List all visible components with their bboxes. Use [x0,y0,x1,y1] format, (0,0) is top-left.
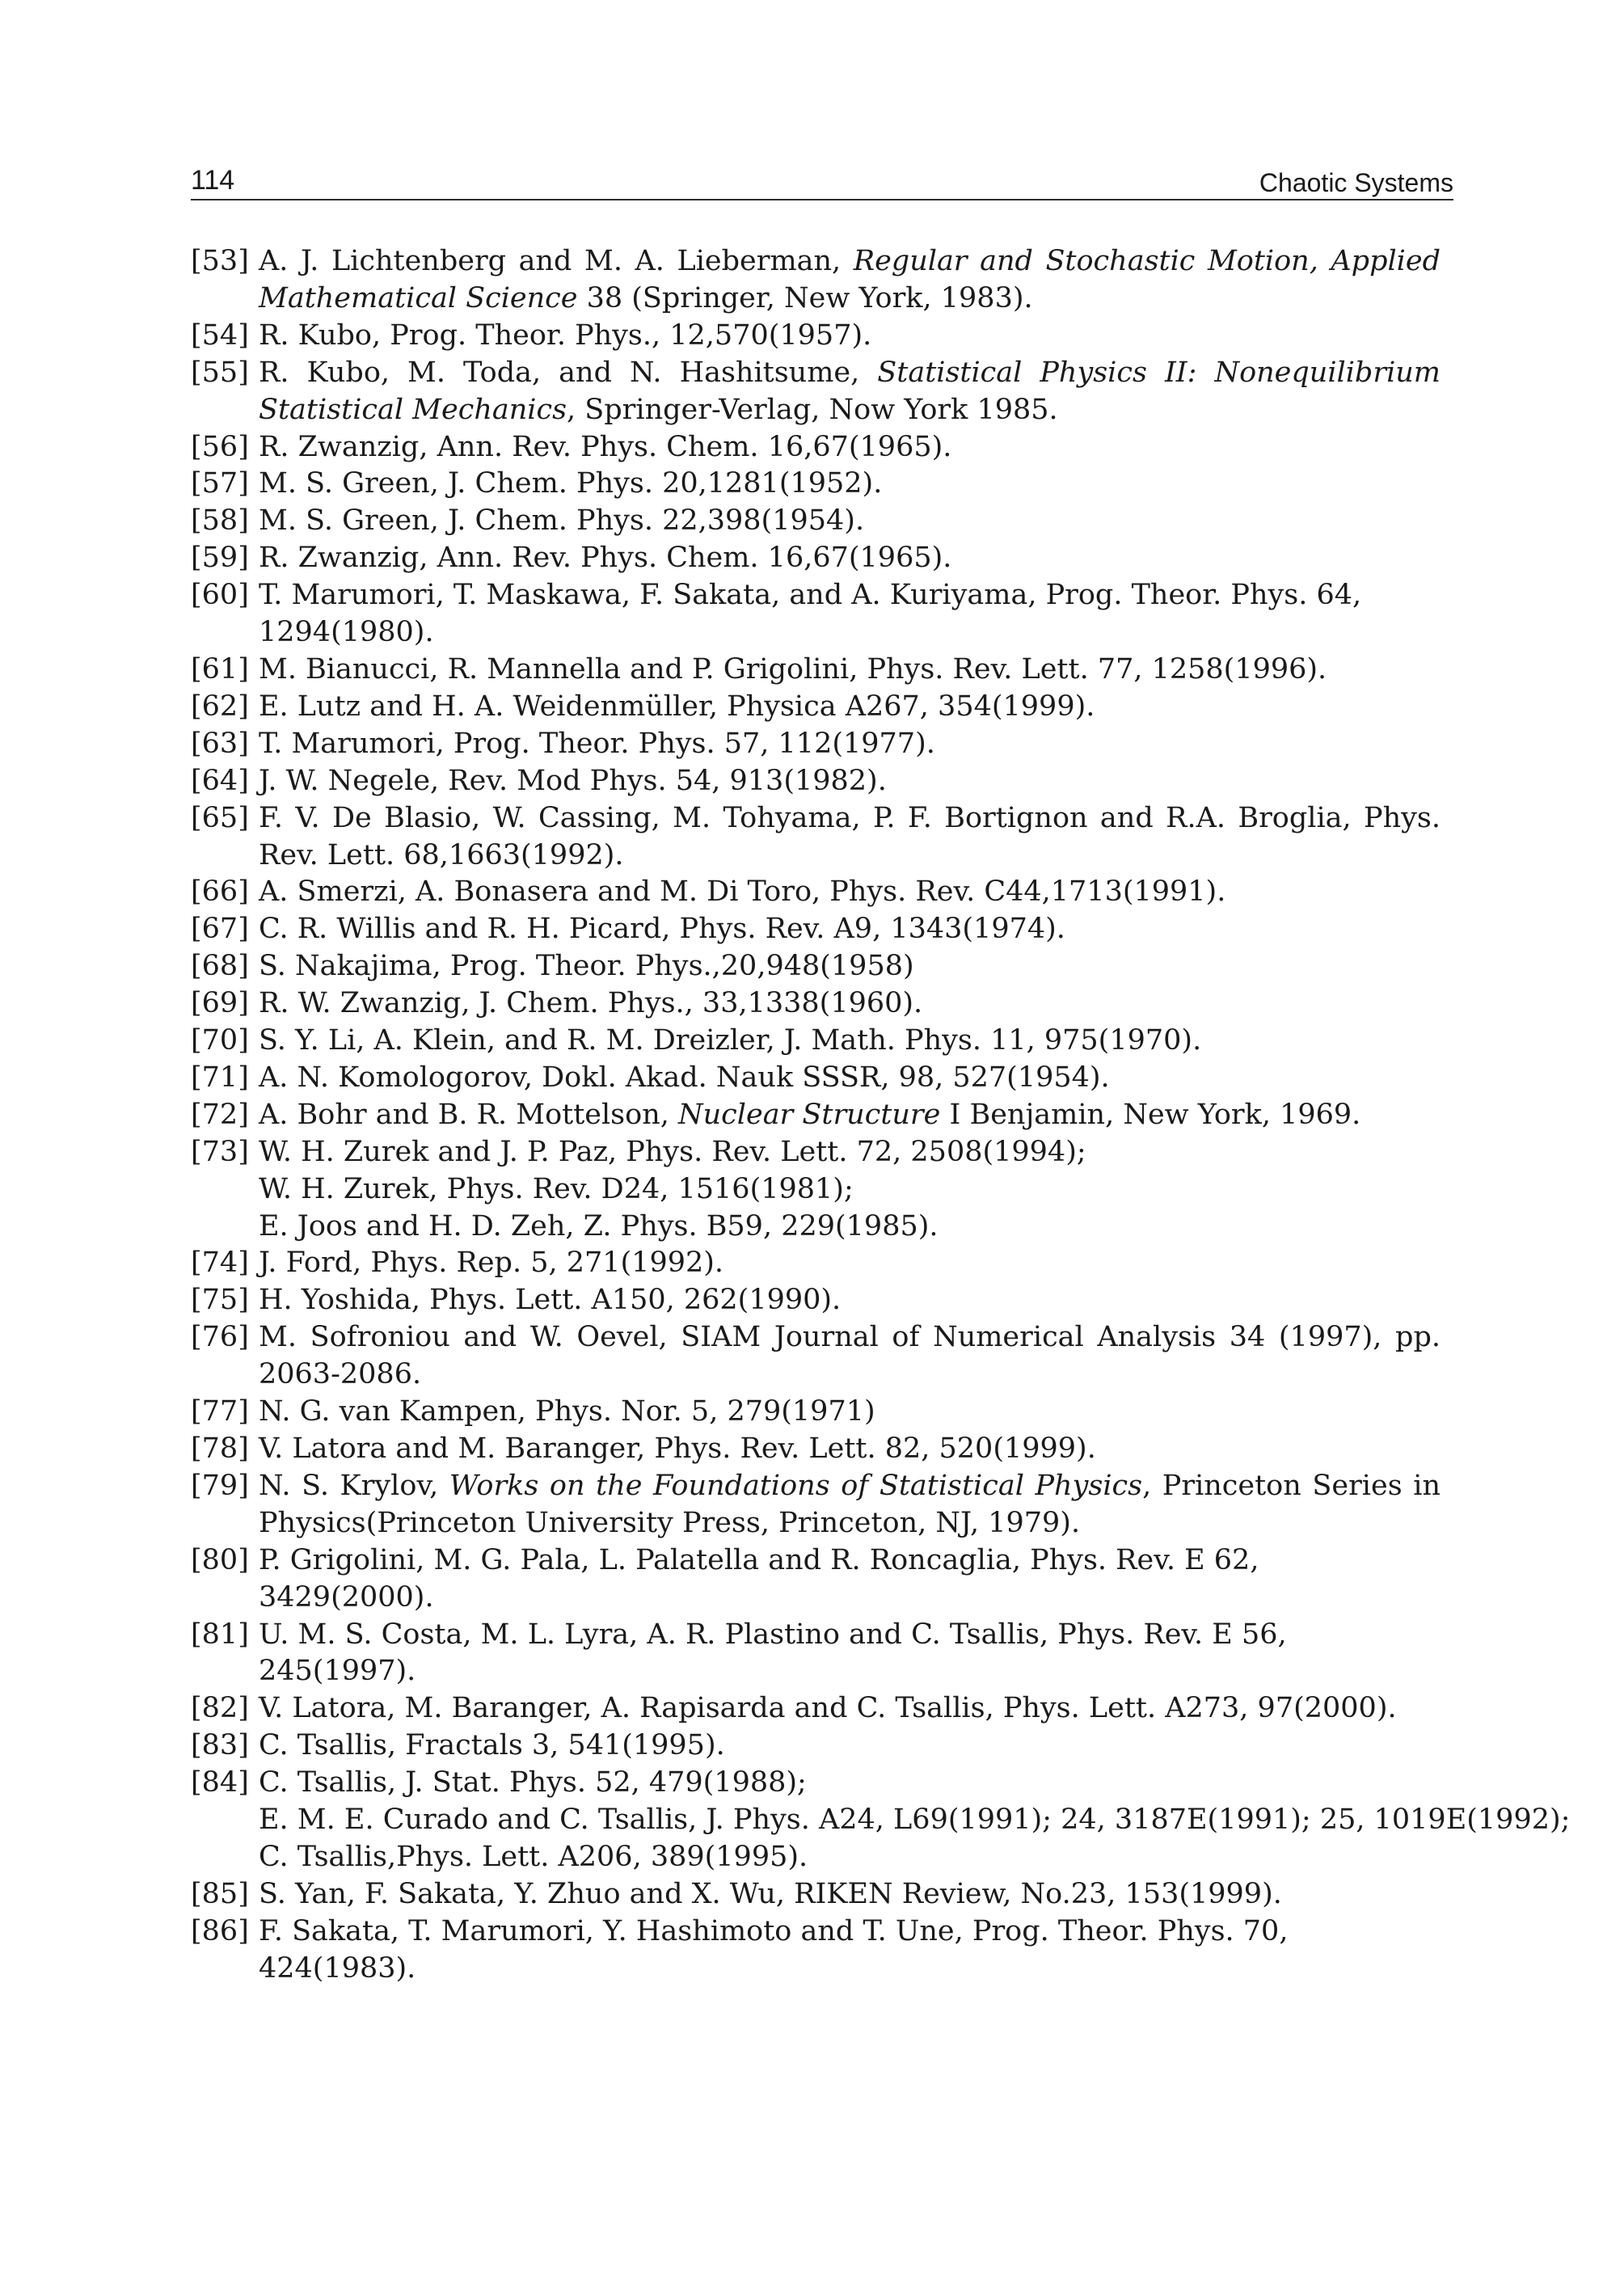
reference-text: S. Nakajima, Prog. Theor. Phys.,20,948(1958) [259,950,914,983]
reference-item [191,577,1441,652]
reference-item [191,911,1441,948]
reference-item [191,466,1441,503]
reference-text: V. Latora, M. Baranger, A. Rapisarda and C. Tsallis, Phys. Lett. A273, 97(2000). [259,1692,1397,1725]
reference-number: [86] [191,1914,249,1947]
reference-number: [85] [191,1877,249,1910]
reference-title-italic: Works on the Foundations of Statistical Physics [449,1469,1143,1502]
reference-text: M. Sofroniou and W. Oevel, SIAM Journal of Numerical Analysis 34 (1997), pp. 2063-2086. [259,1321,1441,1391]
reference-line: W. H. Zurek and J. P. Paz, Phys. Rev. Lett. 72, 2508(1994); [259,1135,1086,1168]
reference-number: [70] [191,1024,249,1057]
reference-item [191,1690,1441,1728]
reference-segment: A. Bohr and B. R. Mottelson, [259,1098,679,1131]
reference-title-italic: Regular and Stochastic Motion, Applied Mathematical Science [259,245,1441,314]
reference-item [191,1468,1441,1542]
reference-number: [69] [191,987,249,1020]
reference-item [191,726,1441,763]
reference-item [191,540,1441,577]
reference-text: R. Kubo, Prog. Theor. Phys., 12,570(1957). [259,319,872,352]
reference-text [259,1097,1441,1134]
reference-text: E. Lutz and H. A. Weidenmüller, Physica A267, 354(1999). [259,690,1095,723]
reference-number: [75] [191,1284,249,1317]
reference-item [191,503,1441,540]
reference-item [191,1394,1441,1431]
reference-text: F. Sakata, T. Marumori, Y. Hashimoto and T. Une, Prog. Theor. Phys. 70, 424(1983). [259,1914,1289,1985]
reference-number: [55] [191,356,249,389]
reference-number: [82] [191,1692,249,1725]
reference-item [191,1282,1441,1319]
reference-text: R. W. Zwanzig, J. Chem. Phys., 33,1338(1960). [259,987,923,1020]
reference-item [191,948,1441,985]
reference-number: [58] [191,504,249,538]
reference-text [259,355,1441,429]
reference-number: [66] [191,875,249,909]
reference-item [191,1245,1441,1282]
reference-item [191,800,1441,875]
reference-text: M. S. Green, J. Chem. Phys. 22,398(1954). [259,504,865,538]
reference-item [191,874,1441,911]
reference-segment: I Benjamin, New York, 1969. [940,1098,1361,1131]
reference-text [259,1765,1571,1876]
reference-number: [77] [191,1395,249,1428]
reference-item [191,1060,1441,1097]
reference-item [191,355,1441,429]
reference-number: [53] [191,245,249,277]
reference-line: C. Tsallis, J. Stat. Phys. 52, 479(1988); [259,1766,807,1799]
reference-number: [79] [191,1469,249,1502]
reference-text: A. Smerzi, A. Bonasera and M. Di Toro, Phys. Rev. C44,1713(1991). [259,875,1226,909]
reference-item [191,1134,1441,1246]
reference-number: [73] [191,1135,249,1168]
reference-text: R. Zwanzig, Ann. Rev. Phys. Chem. 16,67(1965). [259,542,952,575]
reference-text: A. N. Komologorov, Dokl. Akad. Nauk SSSR, 98, 527(1954). [259,1061,1110,1094]
reference-item [191,689,1441,726]
reference-number: [68] [191,950,249,983]
reference-item [191,1876,1441,1913]
reference-number: [72] [191,1098,249,1131]
reference-segment: 38 (Springer, New York, 1983). [577,281,1033,314]
reference-text [259,1134,1441,1246]
reference-text: H. Yoshida, Phys. Lett. A150, 262(1990). [259,1284,842,1317]
reference-item [191,429,1441,466]
reference-text: T. Marumori, T. Maskawa, F. Sakata, and A. Kuriyama, Prog. Theor. Phys. 64, 1294(1980). [259,579,1362,649]
reference-number: [60] [191,579,249,612]
reference-item [191,1728,1441,1765]
reference-item [191,1542,1441,1617]
reference-number: [65] [191,801,249,834]
reference-text: M. Bianucci, R. Mannella and P. Grigolini, Phys. Rev. Lett. 77, 1258(1996). [259,652,1327,686]
reference-number: [56] [191,430,249,463]
reference-item [191,1319,1441,1394]
reference-title-italic: Statistical Physics II: Nonequilibrium Statistical Mechanics [259,356,1441,426]
reference-number: [74] [191,1247,249,1280]
reference-text: P. Grigolini, M. G. Pala, L. Palatella and R. Roncaglia, Phys. Rev. E 62, 3429(2000). [259,1543,1259,1614]
reference-text: U. M. S. Costa, M. L. Lyra, A. R. Plastino and C. Tsallis, Phys. Rev. E 56, 245(1997). [259,1618,1287,1688]
reference-item [191,1097,1441,1134]
reference-text: R. Zwanzig, Ann. Rev. Phys. Chem. 16,67(1965). [259,430,952,463]
reference-text: J. Ford, Phys. Rep. 5, 271(1992). [259,1247,724,1280]
reference-number: [59] [191,542,249,575]
running-title: Chaotic Systems [1259,168,1453,197]
reference-line: C. Tsallis,Phys. Lett. A206, 389(1995). [259,1840,808,1873]
reference-segment: R. Kubo, M. Toda, and N. Hashitsume, [259,356,878,389]
page-header [191,162,1453,200]
reference-item [191,243,1441,318]
reference-number: [63] [191,727,249,760]
reference-number: [84] [191,1766,249,1799]
reference-line: E. Joos and H. D. Zeh, Z. Phys. B59, 229(1985). [259,1209,939,1243]
reference-line: W. H. Zurek, Phys. Rev. D24, 1516(1981); [259,1172,854,1205]
reference-text [259,1468,1441,1542]
reference-list [191,243,1571,1988]
reference-item [191,318,1441,355]
reference-number: [83] [191,1729,249,1762]
reference-text: C. Tsallis, Fractals 3, 541(1995). [259,1729,725,1762]
reference-text: N. G. van Kampen, Phys. Nor. 5, 279(1971) [259,1395,875,1428]
reference-segment: N. S. Krylov, [259,1469,449,1502]
reference-text: J. W. Negele, Rev. Mod Phys. 54, 913(1982). [259,764,887,797]
page-number: 114 [191,165,235,196]
reference-item [191,1765,1571,1876]
reference-number: [76] [191,1321,249,1354]
reference-text: M. S. Green, J. Chem. Phys. 20,1281(1952). [259,467,883,500]
reference-number: [80] [191,1543,249,1576]
reference-number: [78] [191,1432,249,1465]
reference-number: [81] [191,1618,249,1651]
reference-number: [62] [191,690,249,723]
reference-number: [61] [191,652,249,686]
reference-text: T. Marumori, Prog. Theor. Phys. 57, 112(1977). [259,727,935,760]
reference-item [191,985,1441,1023]
reference-item [191,763,1441,800]
reference-line: E. M. E. Curado and C. Tsallis, J. Phys. A24, L69(1991); 24, 3187E(1991); 25, 1019E(1992); [259,1804,1571,1837]
reference-item [191,1023,1441,1060]
reference-text: S. Y. Li, A. Klein, and R. M. Dreizler, J. Math. Phys. 11, 975(1970). [259,1024,1202,1057]
reference-text: F. V. De Blasio, W. Cassing, M. Tohyama, P. F. Bortignon and R.A. Broglia, Phys. Rev. Lett. 68,1663(1992). [259,801,1441,871]
reference-text: V. Latora and M. Baranger, Phys. Rev. Lett. 82, 520(1999). [259,1432,1096,1465]
reference-segment: , Princeton Series in Physics(Princeton University Press, Princeton, NJ, 1979). [259,1469,1441,1539]
reference-text: C. R. Willis and R. H. Picard, Phys. Rev. A9, 1343(1974). [259,913,1065,946]
reference-text: S. Yan, F. Sakata, Y. Zhuo and X. Wu, RIKEN Review, No.23, 153(1999). [259,1877,1282,1910]
reference-title-italic: Nuclear Structure [678,1098,941,1131]
reference-item [191,1617,1441,1691]
reference-text [259,243,1441,318]
reference-item [191,1431,1441,1468]
reference-segment: , Springer-Verlag, Now York 1985. [567,393,1058,426]
reference-item [191,1913,1441,1988]
reference-segment: A. J. Lichtenberg and M. A. Lieberman, [259,245,854,277]
reference-number: [54] [191,319,249,352]
reference-number: [71] [191,1061,249,1094]
reference-item [191,652,1441,689]
reference-number: [67] [191,913,249,946]
reference-number: [64] [191,764,249,797]
reference-number: [57] [191,467,249,500]
